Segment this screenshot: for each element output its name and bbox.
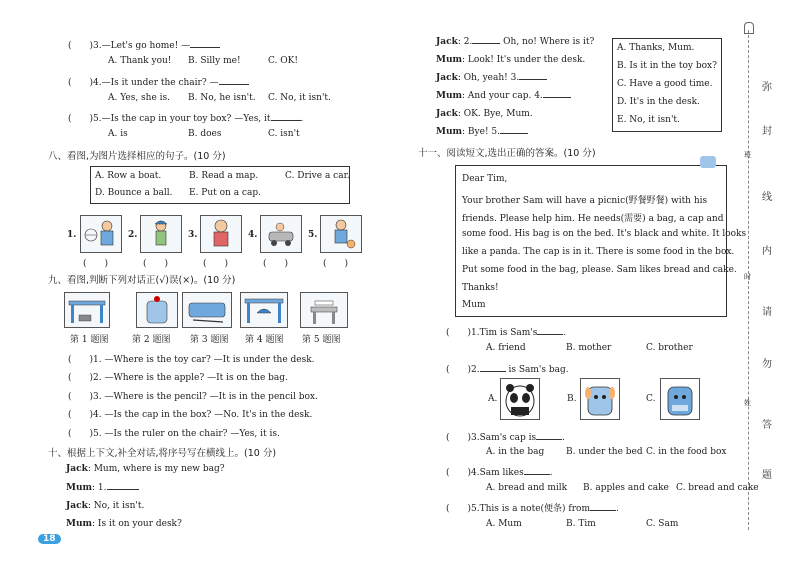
sec9-item-1: ( )1. —Where is the toy car? —It is under the desk.: [68, 355, 315, 365]
sec11-q5-opt-b: B. Tim: [566, 519, 596, 529]
sec9-item-2: ( )2. —Where is the apple? —It is on the bag.: [68, 373, 288, 383]
page-number: 18: [38, 534, 61, 544]
q3-opt-c: C. OK!: [268, 56, 299, 66]
sec11-q1-opt-a: A. friend: [486, 343, 526, 353]
sec11-q1-opt-b: B. mother: [566, 343, 612, 353]
q4-line: ( )4.—Is it under the chair? —: [68, 75, 249, 88]
panda-bag-icon: [501, 379, 539, 419]
sec9-picture-2: [136, 292, 178, 328]
sec11-q2-opt-a: A.: [488, 394, 498, 404]
sec8-opt-d: D. Bounce a ball.: [95, 188, 173, 198]
sec8-num-1: 1.: [67, 230, 77, 240]
sec10-title: 十、根据上下文,补全对话,将序号写在横线上。(10 分): [48, 448, 277, 459]
side-small-1: 班: [744, 151, 751, 159]
choice-a: A. Thanks, Mum.: [617, 43, 695, 53]
sec8-num-5: 5.: [308, 230, 318, 240]
q5-opt-a: A. is: [108, 129, 128, 139]
sec10-line-3: Jack: No, it isn't.: [66, 501, 145, 511]
side-word-2: 封: [762, 126, 772, 137]
panda-bag-picture: [500, 378, 540, 420]
sec8-num-3: 3.: [188, 230, 198, 240]
rocket-icon: [744, 22, 754, 34]
bag-icon: [137, 293, 177, 327]
choice-b: B. Is it in the toy box?: [617, 61, 717, 71]
cap-icon: [141, 216, 181, 252]
sec11-q4-opt-c: C. bread and cake: [676, 483, 759, 493]
q4-opt-a: A. Yes, she is.: [108, 93, 171, 103]
note-line-6: Put some food in the bag, please. Sam likes bread and cake.: [462, 265, 737, 275]
note-line-1: Dear Tim,: [462, 174, 508, 184]
sec9-picture-1: [64, 292, 110, 328]
sec11-q3-opt-b: B. under the bed: [566, 447, 643, 457]
dialog-choices-box: [612, 38, 722, 132]
sec8-picture-3: [200, 215, 242, 253]
note-line-2: Your brother Sam will have a picnic(野餐野餐) with his: [462, 196, 708, 206]
sec9-item-4: ( )4. —Is the cap in the box? —No. It's in the desk.: [68, 410, 313, 420]
dialog-line-4: Mum: And your cap. 4.: [436, 91, 571, 101]
dialog-line-3: Jack: Oh, yeah! 3.: [436, 73, 547, 83]
dialog-line-2: Mum: Look! It's under the desk.: [436, 55, 586, 65]
sec9-title: 九、看图,判断下列对话正(√)误(×)。(10 分): [48, 275, 236, 286]
sec8-paren-5: ( ): [323, 259, 349, 269]
cat-bag-icon: [661, 379, 699, 419]
sec8-opt-b: B. Read a map.: [189, 171, 259, 181]
sec10-line-1: Jack: Mum, where is my new bag?: [66, 464, 225, 474]
sec8-title: 八、看图,为图片选择相应的句子。(10 分): [48, 151, 226, 162]
note-line-4: some food. His bag is on the bed. It's black and white. It looks: [462, 229, 747, 239]
choice-c: C. Have a good time.: [617, 79, 713, 89]
desk-icon: [65, 293, 109, 327]
side-word-1: 弥: [762, 82, 772, 93]
sec9-item-3: ( )3. —Where is the pencil? —It is in the pencil box.: [68, 392, 318, 402]
note-line-3: friends. Please help him. He needs(需要) a bag, a cap and: [462, 214, 724, 224]
sec8-picture-5: [320, 215, 362, 253]
sec9-picture-3: [182, 292, 232, 328]
q3-opt-a: A. Thank you!: [108, 56, 172, 66]
side-word-7: 答: [762, 420, 772, 431]
sec8-opt-e: E. Put on a cap.: [189, 188, 261, 198]
note-card: [455, 165, 747, 317]
sec11-q1: ( )1.Tim is Sam's .: [446, 328, 567, 338]
sec11-q3: ( )3.Sam's cap is .: [446, 433, 566, 443]
sec8-paren-3: ( ): [203, 259, 229, 269]
sec9-picture-4: [240, 292, 288, 328]
chair-ruler-icon: [301, 293, 347, 327]
sec8-picture-4: [260, 215, 302, 253]
car-icon: [261, 216, 301, 252]
note-line-7: Thanks!: [462, 283, 499, 293]
q5-line: ( )5.—Is the cap in your toy box? —Yes, it .: [68, 114, 304, 124]
side-small-3: 姓: [744, 399, 751, 407]
choice-d: D. It's in the desk.: [617, 97, 700, 107]
clip-icon: [700, 156, 716, 168]
sec10-line-4: Mum: Is it on your desk?: [66, 519, 182, 529]
note-line-5: like a panda. The cap is in it. There is some food in the box.: [462, 247, 735, 257]
sec11-q5: ( )5.This is a note(便条) from .: [446, 504, 619, 514]
q5-opt-b: B. does: [188, 129, 222, 139]
choice-e: E. No, it isn't.: [617, 115, 680, 125]
sec9-caption-1: 第 1 题图: [70, 335, 109, 345]
sec9-caption-2: 第 2 题图: [132, 335, 171, 345]
q5-opt-c: C. isn't: [268, 129, 300, 139]
sec11-q2-opt-b: B.: [567, 394, 577, 404]
sec8-paren-4: ( ): [263, 259, 289, 269]
sec8-picture-1: [80, 215, 122, 253]
side-word-8: 题: [762, 470, 772, 481]
sec9-caption-5: 第 5 题图: [302, 335, 341, 345]
sec11-q1-opt-c: C. brother: [646, 343, 693, 353]
side-word-6: 勿: [762, 359, 772, 370]
side-word-3: 线: [762, 192, 772, 203]
sec11-q4-opt-b: B. apples and cake: [583, 483, 669, 493]
sec9-picture-5: [300, 292, 348, 328]
sec11-q4: ( )4.Sam likes .: [446, 468, 553, 478]
sec11-q4-opt-a: A. bread and milk: [486, 483, 568, 493]
side-word-5: 请: [762, 307, 772, 318]
sec11-title: 十一、阅读短文,选出正确的答案。(10 分): [418, 148, 596, 159]
sec8-num-4: 4.: [248, 230, 258, 240]
sec11-q2-opt-c: C.: [646, 394, 656, 404]
sec9-caption-4: 第 4 题图: [245, 335, 284, 345]
q3-opt-b: B. Silly me!: [188, 56, 241, 66]
q3-line: ( )3.—Let's go home! —: [68, 38, 220, 51]
desk-cap-icon: [241, 293, 287, 327]
sec11-q3-opt-a: A. in the bag: [486, 447, 545, 457]
note-line-8: Mum: [462, 300, 486, 310]
sec11-q2: ( )2. is Sam's bag.: [446, 365, 569, 375]
sec8-opt-a: A. Row a boat.: [95, 171, 162, 181]
sec8-options-box: [90, 166, 350, 204]
boy-icon: [201, 216, 241, 252]
sec8-picture-2: [140, 215, 182, 253]
sec11-q5-opt-a: A. Mum: [486, 519, 522, 529]
side-small-2: 时: [744, 273, 751, 281]
cat-bag-picture: [660, 378, 700, 420]
sec8-paren-1: ( ): [83, 259, 109, 269]
q4-opt-c: C. No, it isn't.: [268, 93, 331, 103]
sec10-line-2: Mum: 1.: [66, 483, 139, 493]
ball-icon: [321, 216, 361, 252]
dog-bag-picture: [580, 378, 620, 420]
sec11-q5-opt-c: C. Sam: [646, 519, 679, 529]
dog-bag-icon: [581, 379, 619, 419]
dialog-line-6: Mum: Bye! 5.: [436, 127, 528, 137]
sec8-opt-c: C. Drive a car.: [285, 171, 350, 181]
sec8-num-2: 2.: [128, 230, 138, 240]
pencil-box-icon: [183, 293, 231, 327]
side-word-4: 内: [762, 246, 772, 257]
map-reading-icon: [81, 216, 121, 252]
sec9-caption-3: 第 3 题图: [190, 335, 229, 345]
q4-opt-b: B. No, he isn't.: [188, 93, 256, 103]
sec9-item-5: ( )5. —Is the ruler on the chair? —Yes, it is.: [68, 429, 280, 439]
dialog-line-1: Jack: 2. Oh, no! Where is it?: [436, 37, 595, 47]
dialog-line-5: Jack: OK. Bye, Mum.: [436, 109, 533, 119]
sec8-paren-2: ( ): [143, 259, 169, 269]
sec11-q3-opt-c: C. in the food box: [646, 447, 727, 457]
